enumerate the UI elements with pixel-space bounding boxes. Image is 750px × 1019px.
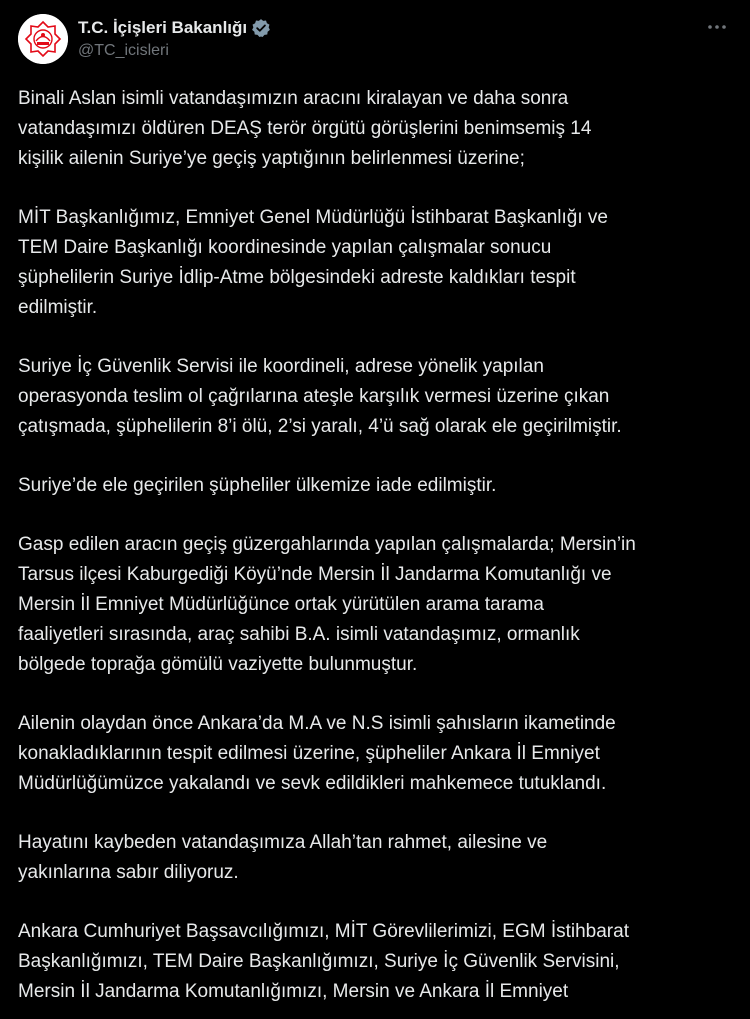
text-line: Hayatını kaybeden vatandaşımıza Allah’tan rahmet, ailesine ve [18, 832, 548, 853]
text-line: TEM Daire Başkanlığı koordinesinde yapılan çalışmalar sonucu [18, 237, 552, 258]
text-line: faaliyetleri sırasında, araç sahibi B.A. isimli vatandaşımız, ormanlık [18, 624, 580, 645]
paragraph [18, 917, 734, 1007]
avatar[interactable] [18, 14, 68, 64]
tweet-header [18, 14, 732, 66]
text-line: Tarsus ilçesi Kaburgediği Köyü’nde Mersin İl Jandarma Komutanlığı ve [18, 564, 612, 585]
text-line: vatandaşımızı öldüren DEAŞ terör örgütü görüşlerini benimsemiş 14 [18, 118, 592, 139]
paragraph [18, 203, 734, 323]
verified-badge-icon[interactable] [251, 18, 271, 38]
display-name-row [78, 16, 638, 40]
more-options-icon [706, 16, 728, 38]
text-line: operasyonda teslim ol çağrılarına ateşle karşılık vermesi üzerine çıkan [18, 386, 610, 407]
paragraph [18, 828, 734, 888]
text-line: edilmiştir. [18, 297, 98, 318]
text-line: Gasp edilen aracın geçiş güzergahlarında yapılan çalışmalarda; Mersin’in [18, 534, 636, 555]
paragraph [18, 84, 734, 174]
text-line: Ankara Cumhuriyet Başsavcılığımızı, MİT Görevlilerimizi, EGM İstihbarat [18, 921, 629, 942]
text-line: çatışmada, şüphelilerin 8’i ölü, 2’si yaralı, 4’ü sağ olarak ele geçirilmiştir. [18, 416, 622, 437]
text-line: şüphelilerin Suriye İdlip-Atme bölgesindeki adreste kaldıkları tespit [18, 267, 576, 288]
tweet-text [18, 84, 734, 1019]
paragraph [18, 352, 734, 442]
text-line: MİT Başkanlığımız, Emniyet Genel Müdürlüğü İstihbarat Başkanlığı ve [18, 207, 608, 228]
text-line: Mersin İl Emniyet Müdürlüğünce ortak yürütülen arama tarama [18, 594, 544, 615]
paragraph [18, 709, 734, 799]
text-line: Suriye İç Güvenlik Servisi ile koordineli, adrese yönelik yapılan [18, 356, 544, 377]
ministry-emblem-icon [18, 14, 68, 64]
text-line: bölgede toprağa gömülü vaziyette bulunmuştur. [18, 654, 418, 675]
more-options-button[interactable] [702, 16, 732, 38]
text-line: Müdürlüğümüzce yakalandı ve sevk edildikleri mahkemece tutuklandı. [18, 773, 607, 794]
author-names [78, 16, 638, 62]
text-line: konakladıklarının tespit edilmesi üzerine, şüpheliler Ankara İl Emniyet [18, 743, 600, 764]
text-line: Binali Aslan isimli vatandaşımızın aracını kiralayan ve daha sonra [18, 88, 569, 109]
text-line: kişilik ailenin Suriye’ye geçiş yaptığının belirlenmesi üzerine; [18, 148, 525, 169]
author-handle[interactable]: @TC_icisleri [78, 42, 169, 59]
text-line: Başkanlığımızı, TEM Daire Başkanlığımızı, Suriye İç Güvenlik Servisini, [18, 951, 620, 972]
paragraph [18, 471, 734, 501]
text-line: Suriye’de ele geçirilen şüpheliler ülkemize iade edilmiştir. [18, 475, 497, 496]
text-line: yakınlarına sabır diliyoruz. [18, 862, 239, 883]
text-line: Mersin İl Jandarma Komutanlığımızı, Mersin ve Ankara İl Emniyet [18, 981, 569, 1002]
text-line: Ailenin olaydan önce Ankara’da M.A ve N.S isimli şahısların ikametinde [18, 713, 616, 734]
display-name[interactable]: T.C. İçişleri Bakanlığı [78, 18, 248, 37]
paragraph [18, 530, 734, 680]
